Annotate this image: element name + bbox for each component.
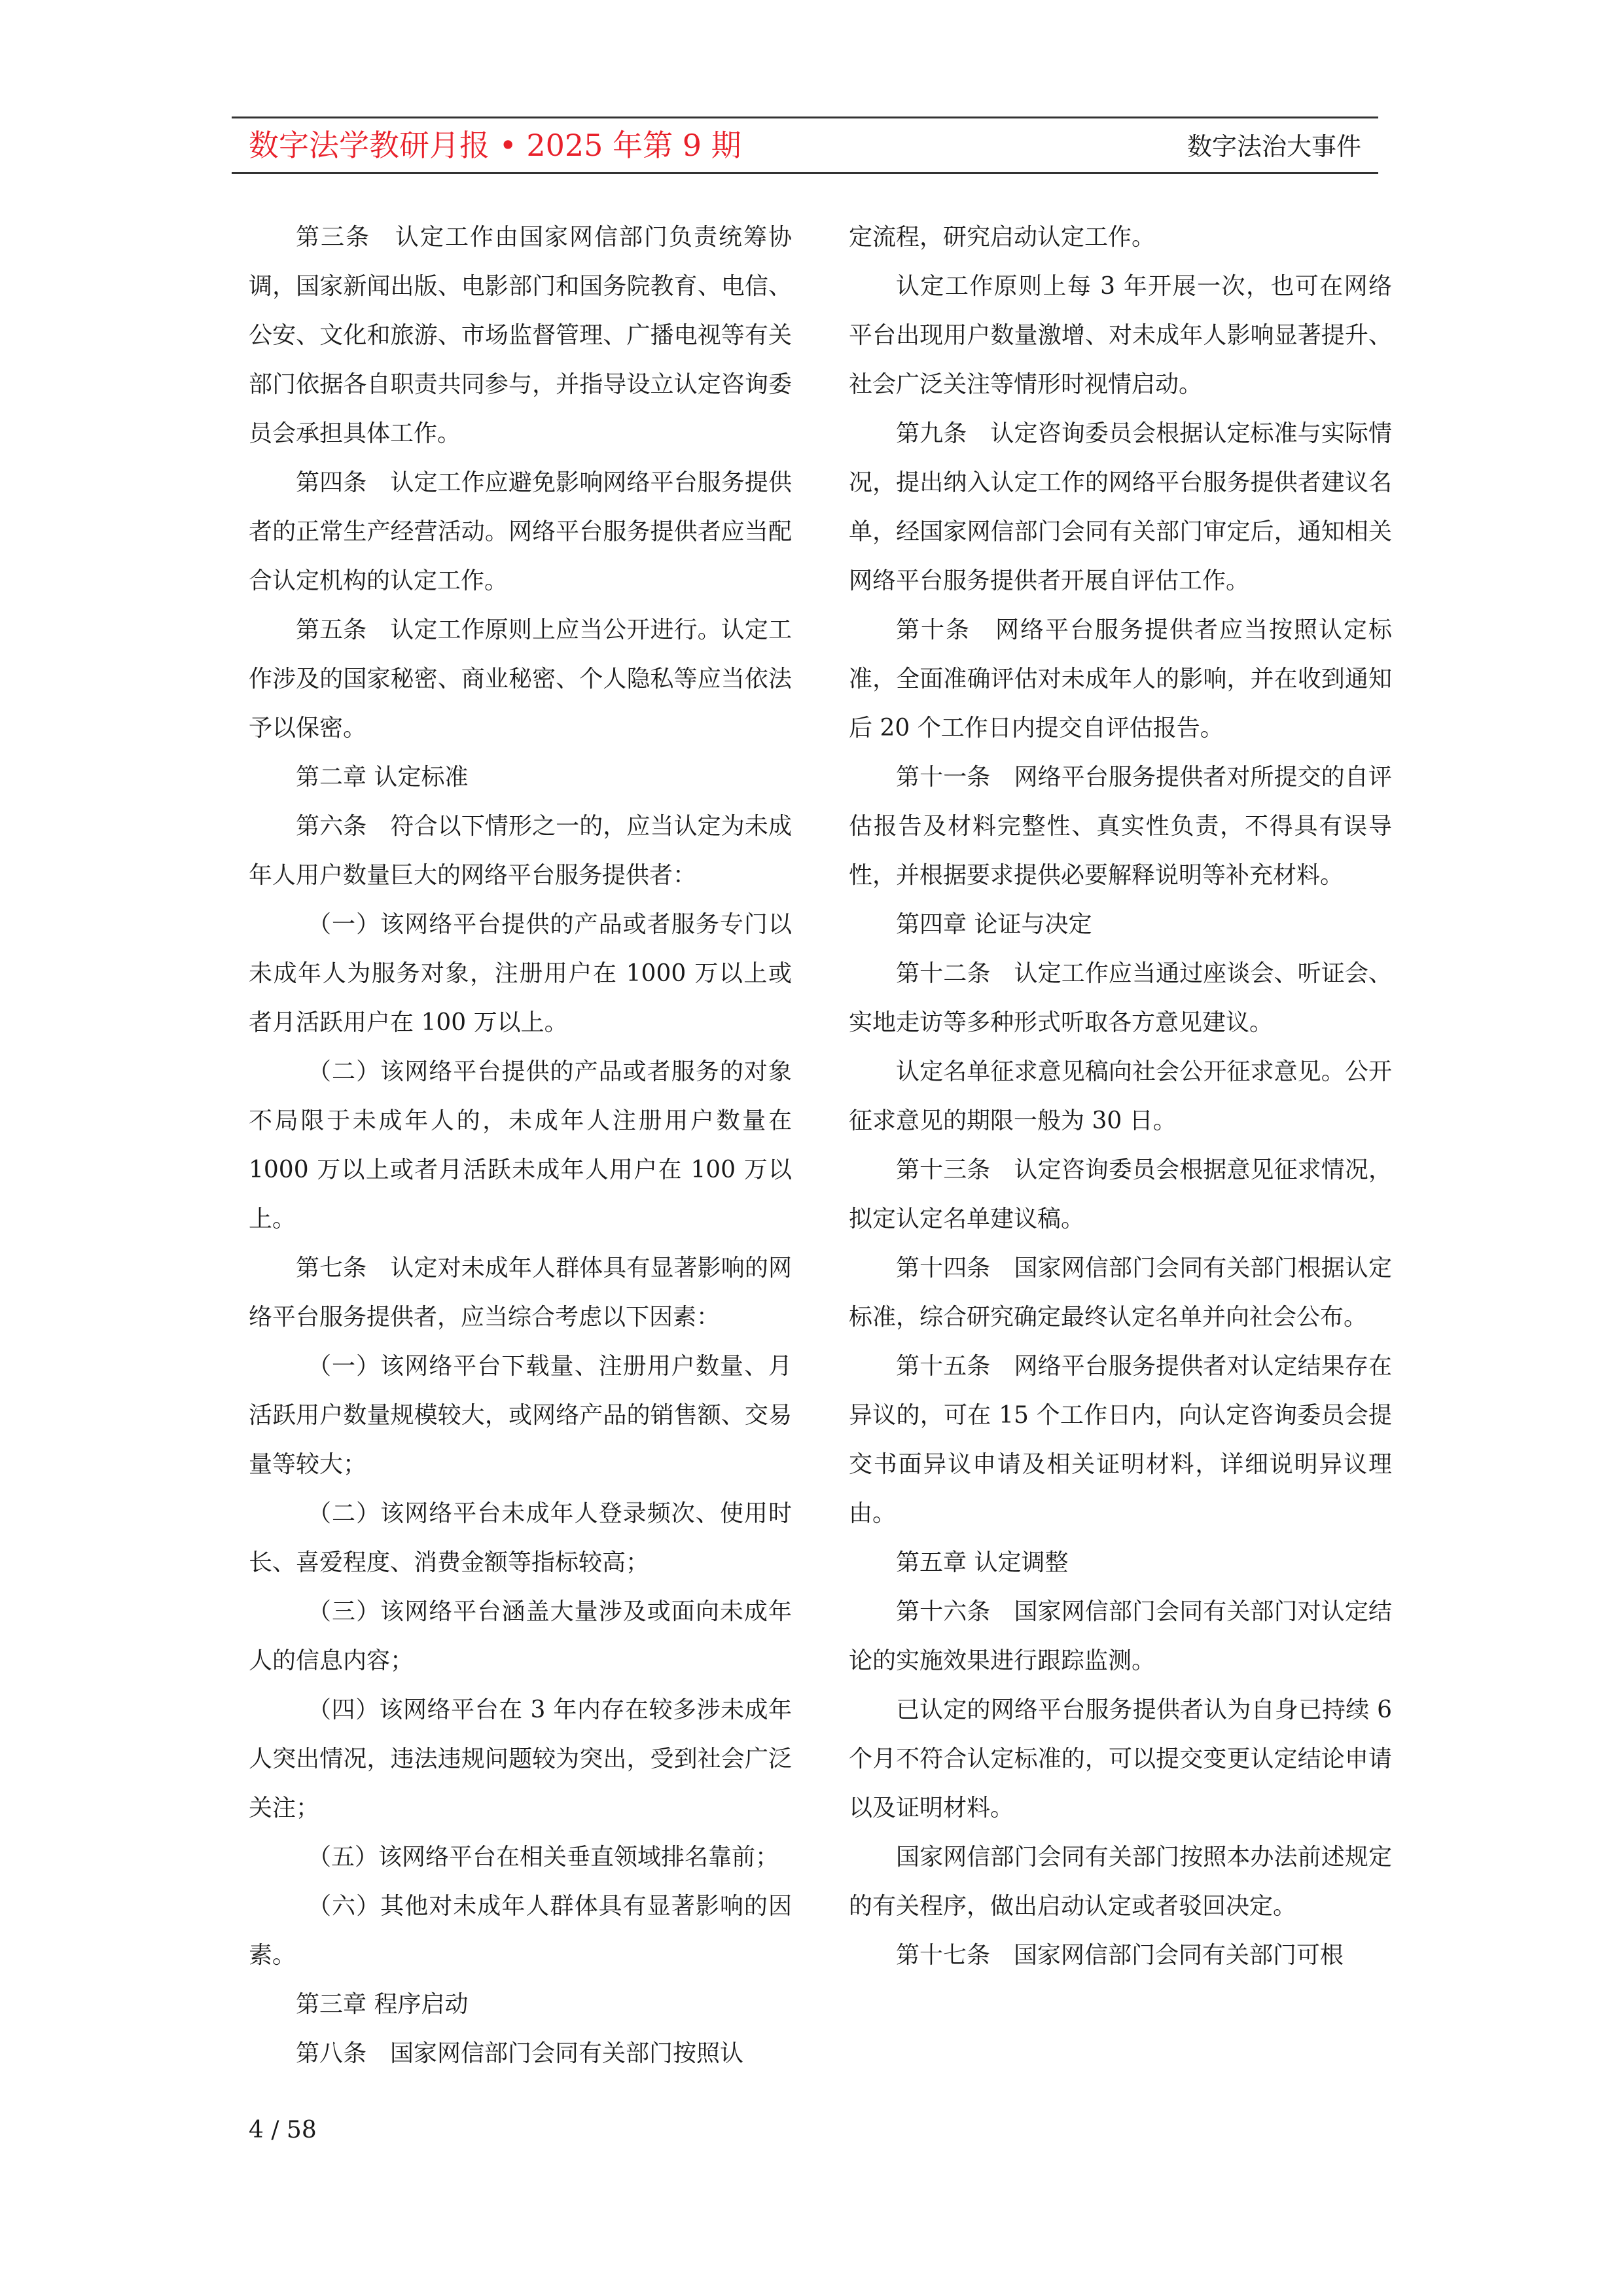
paragraph: 第十三条 认定咨询委员会根据意见征求情况，拟定认定名单建议稿。 <box>849 1157 1392 1232</box>
paragraph-continuation: 定流程，研究启动认定工作。 <box>849 224 1156 251</box>
paragraph: 第四条 认定工作应避免影响网络平台服务提供者的正常生产经营活动。网络平台服务提供者应当配合认定机构的认定工作。 <box>249 469 792 594</box>
paragraph: 第五条 认定工作原则上应当公开进行。认定工作涉及的国家秘密、商业秘密、个人隐私等应当依法予以保密。 <box>249 617 792 742</box>
chapter-heading: 第五章 认定调整 <box>896 1549 1069 1576</box>
paragraph: 第八条 国家网信部门会同有关部门按照认 <box>296 2040 744 2067</box>
header-top-rule <box>232 117 1378 118</box>
header-bottom-rule <box>232 172 1378 174</box>
paragraph: 第十六条 国家网信部门会同有关部门对认定结论的实施效果进行跟踪监测。 <box>849 1598 1392 1674</box>
list-item: （六）其他对未成年人群体具有显著影响的因素。 <box>249 1893 792 1969</box>
journal-title: 数字法学教研月报 • 2025 年第 9 期 <box>249 128 741 163</box>
left-column <box>249 213 792 2078</box>
chapter-heading: 第三章 程序启动 <box>296 1991 469 2018</box>
paragraph: 第九条 认定咨询委员会根据认定标准与实际情况，提出纳入认定工作的网络平台服务提供者建议名单，经国家网信部门会同有关部门审定后，通知相关网络平台服务提供者开展自评估工作。 <box>849 420 1392 594</box>
list-item: （二）该网络平台未成年人登录频次、使用时长、喜爱程度、消费金额等指标较高； <box>249 1500 792 1576</box>
chapter-heading: 第二章 认定标准 <box>296 764 469 791</box>
paragraph: 国家网信部门会同有关部门按照本办法前述规定的有关程序，做出启动认定或者驳回决定。 <box>849 1844 1392 1920</box>
paragraph: 认定工作原则上每 3 年开展一次，也可在网络平台出现用户数量激增、对未成年人影响显著提升、社会广泛关注等情形时视情启动。 <box>849 273 1392 398</box>
paragraph: 已认定的网络平台服务提供者认为自身已持续 6 个月不符合认定标准的，可以提交变更认定结论申请以及证明材料。 <box>849 1696 1392 1821</box>
paragraph: 第十条 网络平台服务提供者应当按照认定标准，全面准确评估对未成年人的影响，并在收到通知后 20 个工作日内提交自评估报告。 <box>849 617 1392 742</box>
section-title: 数字法治大事件 <box>1186 132 1361 161</box>
chapter-heading: 第四章 论证与决定 <box>896 911 1092 938</box>
paragraph: 第十一条 网络平台服务提供者对所提交的自评估报告及材料完整性、真实性负责，不得具有误导性，并根据要求提供必要解释说明等补充材料。 <box>849 764 1392 889</box>
paragraph: 第三条 认定工作由国家网信部门负责统筹协调，国家新闻出版、电影部门和国务院教育、电信、公安、文化和旅游、市场监督管理、广播电视等有关部门依据各自职责共同参与，并指导设立认定咨询委员会承担具体工作。 <box>249 224 792 447</box>
list-item: （一）该网络平台下载量、注册用户数量、月活跃用户数量规模较大，或网络产品的销售额、交易量等较大； <box>249 1353 792 1478</box>
list-item: （二）该网络平台提供的产品或者服务的对象不局限于未成年人的，未成年人注册用户数量在 1000 万以上或者月活跃未成年人用户在 100 万以上。 <box>249 1058 792 1232</box>
paragraph: 认定名单征求意见稿向社会公开征求意见。公开征求意见的期限一般为 30 日。 <box>849 1058 1392 1134</box>
paragraph: 第七条 认定对未成年人群体具有显著影响的网络平台服务提供者，应当综合考虑以下因素： <box>249 1255 792 1331</box>
paragraph: 第十二条 认定工作应当通过座谈会、听证会、实地走访等多种形式听取各方意见建议。 <box>849 960 1392 1036</box>
paragraph: 第十四条 国家网信部门会同有关部门根据认定标准，综合研究确定最终认定名单并向社会公布。 <box>849 1255 1392 1331</box>
paragraph: 第十七条 国家网信部门会同有关部门可根 <box>896 1942 1344 1969</box>
list-item: （一）该网络平台提供的产品或者服务专门以未成年人为服务对象，注册用户在 1000 万以上或者月活跃用户在 100 万以上。 <box>249 911 792 1036</box>
right-column <box>849 213 1392 1980</box>
list-item: （三）该网络平台涵盖大量涉及或面向未成年人的信息内容； <box>249 1598 792 1674</box>
page-number: 4 / 58 <box>249 2117 317 2144</box>
list-item: （五）该网络平台在相关垂直领域排名靠前； <box>308 1844 779 1871</box>
paragraph: 第十五条 网络平台服务提供者对认定结果存在异议的，可在 15 个工作日内，向认定咨询委员会提交书面异议申请及相关证明材料，详细说明异议理由。 <box>849 1353 1392 1527</box>
list-item: （四）该网络平台在 3 年内存在较多涉未成年人突出情况，违法违规问题较为突出，受到社会广泛关注； <box>249 1696 792 1821</box>
paragraph: 第六条 符合以下情形之一的，应当认定为未成年人用户数量巨大的网络平台服务提供者： <box>249 813 792 889</box>
